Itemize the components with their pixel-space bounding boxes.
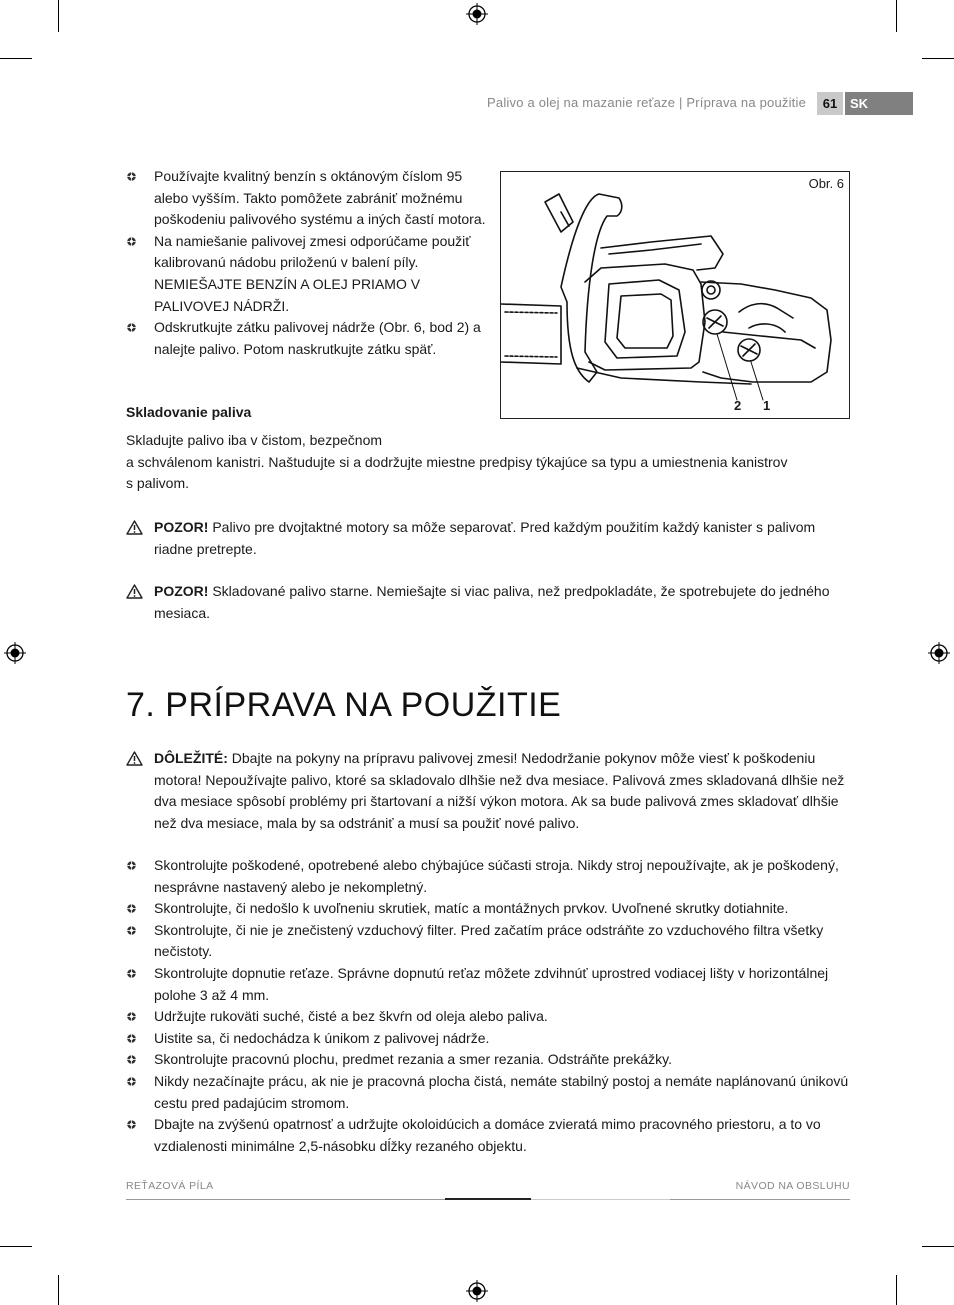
crop-mark [0,58,32,59]
warning-icon [126,751,143,766]
bullet-icon [126,968,137,979]
bullet-icon [126,1076,137,1087]
language-tab: SK [845,92,913,115]
important-text: Dbajte na pokyny na prípravu palivovej zmesi! Nedodržanie pokynov môže viesť k poškodeniu motora! Nepoužívajte palivo, ktoré sa skladovalo dlhšie než dva mesiace. Palivová zmes skladovaná dlhšie než dva mesiace spôsobí problémy pri štartovaní a nižší výkon motora. Ak sa bude palivová zmes skladovať dlhšie než dva mesiace, mala by sa odstrániť a musí sa použiť nové palivo. [154,750,845,831]
footer-manual: NÁVOD NA OBSLUHU [735,1180,850,1192]
bullet-icon [126,860,137,871]
warning-icon [126,520,143,535]
registration-mark-icon [928,642,950,664]
callout-1: 1 [763,398,771,413]
figure-chainsaw [500,171,850,419]
page-header [0,92,954,115]
important-block [126,748,850,834]
list-item [126,1028,850,1050]
registration-mark-icon [4,642,26,664]
page-footer [126,1180,850,1202]
fuel-bullets [126,166,486,360]
bullet-text: Skontrolujte poškodené, opotrebené alebo chýbajúce súčasti stroja. Nikdy stroj nepoužívajte, ak je poškodený, nesprávne nastavený alebo je nekompletný. [154,857,839,895]
warning-label: POZOR! [154,583,209,599]
bullet-icon [126,1011,137,1022]
bullet-text: Skontrolujte, či nie je znečistený vzduchový filter. Pred začatím práce odstráňte zo vzduchového filtra všetky nečistoty. [154,921,824,960]
chainsaw-illustration [501,172,850,419]
list-item [126,855,850,898]
bullet-icon [126,1119,137,1130]
crop-mark [896,1275,897,1305]
bullet-text: Skontrolujte pracovnú plochu, predmet rezania a smer rezania. Odstráňte prekážky. [154,1051,672,1068]
bullet-text: Nikdy nezačínajte prácu, ak nie je pracovná plocha čistá, nemáte stabilný postoj a nemáte naplánovanú únikovú cestu pred padajúcim stromom. [154,1072,849,1111]
list-item [126,920,850,963]
bullet-icon [126,903,137,914]
storage-text [126,430,850,495]
important-label: DÔLEŽITÉ: [154,750,228,766]
warning-text: Palivo pre dvojtaktné motory sa môže separovať. Pred každým použitím každý kanister s palivom riadne pretrepte. [154,519,816,557]
bullet-icon [126,925,137,936]
warning-block [126,581,850,624]
list-item [126,1071,850,1114]
crop-mark [58,1275,59,1305]
bullet-icon [126,236,137,247]
section-title: 7. PRÍPRAVA NA POUŽITIE [126,686,562,724]
bullet-text: Skontrolujte dopnutie reťaze. Správne dopnutú reťaz môžete zdvihnúť uprostred vodiacej lišty v horizontálnej polohe 3 až 4 mm. [154,964,829,1003]
bullet-text: Odskrutkujte zátku palivovej nádrže (Obr. 6, bod 2) a nalejte palivo. Potom naskrutkujte zátku späť. [154,319,481,357]
footer-divider [531,1199,670,1200]
crop-mark [0,1246,32,1247]
bullet-text: Uistite sa, či nedochádza k únikom z palivovej nádrže. [154,1029,490,1046]
list-item [126,231,486,317]
footer-product: REŤAZOVÁ PÍLA [126,1180,214,1192]
crop-mark [896,0,897,32]
bullet-text: Udržujte rukoväti suché, čisté a bez škvŕn od oleja alebo paliva. [154,1008,548,1025]
storage-line: Skladujte palivo iba v čistom, bezpečnom [126,432,383,448]
callout-2: 2 [734,398,742,413]
bullet-text: Na namiešanie palivovej zmesi odporúčame použiť kalibrovanú nádobu priloženú v balení píly. NEMIEŠAJTE BENZÍN A OLEJ PRIAMO V PALIVOVEJ NÁDRŽI. [154,232,471,314]
bullet-icon [126,1054,137,1065]
prep-bullets [126,855,850,1157]
list-item [126,1006,850,1028]
bullet-icon [126,1033,137,1044]
storage-line: s palivom. [126,475,190,492]
warning-icon [126,584,143,599]
list-item [126,1114,850,1157]
list-item [126,1049,850,1071]
list-item [126,166,486,231]
warning-text: Skladované palivo starne. Nemiešajte si viac paliva, než predpokladáte, že spotrebujete do jedného mesiaca. [154,583,830,621]
list-item [126,963,850,1006]
footer-divider [445,1198,531,1200]
header-title: Palivo a olej na mazanie reťaze | Príprava na použitie [487,95,806,110]
warning-label: POZOR! [154,519,209,535]
crop-mark [922,58,954,59]
figure-label: Obr. 6 [808,176,844,191]
bullet-icon [126,322,137,333]
storage-line: a schválenom kanistri. Naštudujte si a dodržujte miestne predpisy týkajúce sa typu a umiestnenia kanistrov [126,453,788,470]
storage-heading: Skladovanie paliva [126,404,252,420]
bullet-text: Používajte kvalitný benzín s oktánovým číslom 95 alebo vyšším. Takto pomôžete zabrániť možnému poškodeniu palivového systému a iných častí motora. [154,168,486,228]
list-item [126,317,486,360]
footer-divider [670,1199,850,1200]
bullet-text: Skontrolujte, či nedošlo k uvoľneniu skrutiek, matíc a montážnych prvkov. Uvoľnené skrutky dotiahnite. [154,900,789,917]
bullet-text: Dbajte na zvýšenú opatrnosť a udržujte okoloidúcich a domáce zvieratá mimo pracovného priestoru, a to vo vzdialenosti minimálne 2,5-násobku dĺžky rezaného objektu. [154,1116,821,1154]
list-item [126,898,850,920]
bullet-icon [126,171,137,182]
warning-block [126,517,850,560]
registration-mark-icon [466,1280,488,1302]
page-number: 61 [817,92,843,115]
crop-mark [922,1246,954,1247]
registration-mark-icon [466,3,488,25]
crop-mark [58,0,59,32]
footer-divider [126,1199,445,1200]
